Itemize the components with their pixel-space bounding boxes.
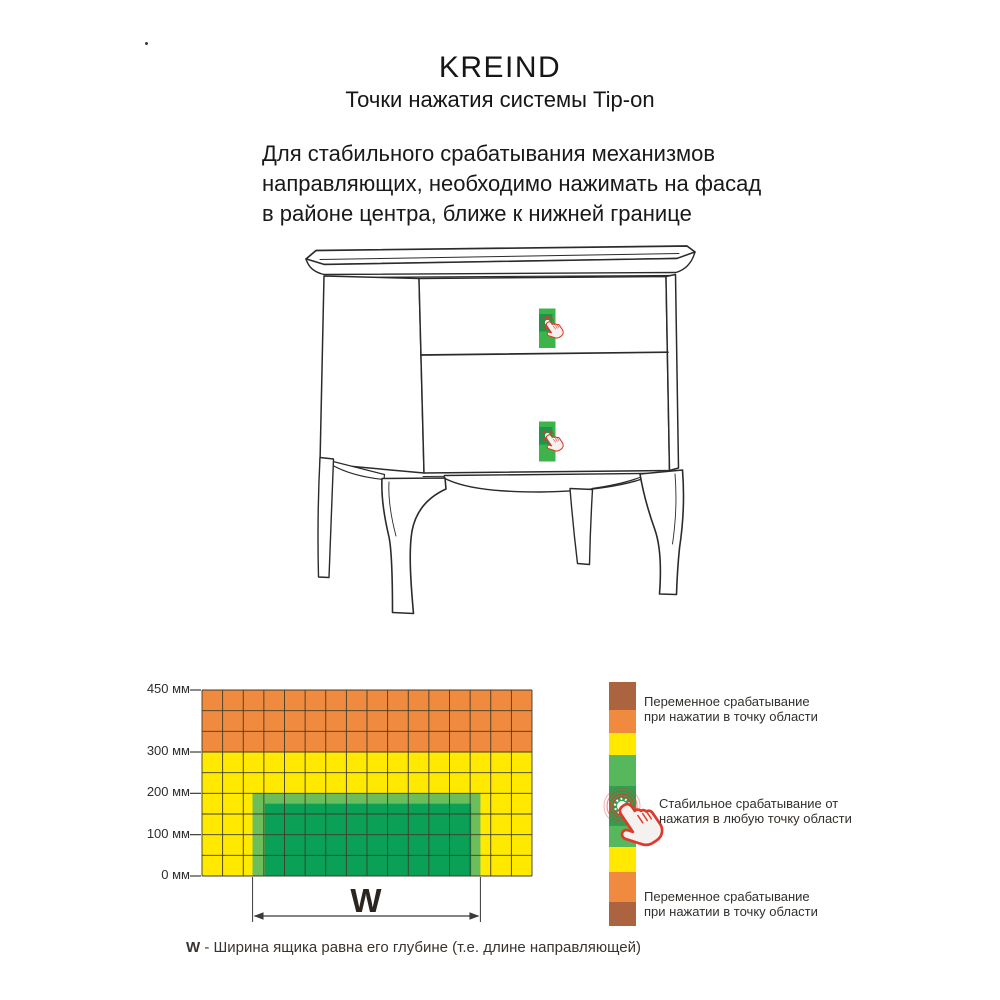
width-dimension-label: W: [350, 882, 382, 919]
chart-caption-text: - Ширина ящика равна его глубине (т.е. длине направляющей): [204, 939, 641, 956]
chart-caption-bold: W: [186, 939, 201, 956]
cabinet-side-panel: [320, 276, 424, 473]
zone-stable-actuation-inner: [265, 804, 471, 876]
legend-segment-green-top: [609, 755, 636, 786]
intro-line-1: Для стабильного срабатывания механизмов: [262, 141, 716, 166]
page-title: KREIND: [438, 51, 562, 84]
page-subtitle: Точки нажатия системы Tip-on: [345, 87, 655, 112]
ytick-0: 0 мм: [161, 867, 190, 882]
leg-front-left: [382, 478, 446, 614]
legend-segment-orange-top: [609, 710, 636, 733]
leg-back-left: [318, 458, 334, 578]
intro-line-3: в районе центра, ближе к нижней границе: [262, 201, 692, 226]
legend-segment-orange-bottom: [609, 872, 636, 902]
legend-segment-brown-bottom: [609, 902, 636, 926]
ytick-450: 450 мм: [146, 681, 190, 696]
legend-item-stable: Стабильное срабатывание от нажатия в любую точку области: [659, 796, 852, 827]
intro-line-2: направляющих, необходимо нажимать на фасад: [262, 171, 762, 196]
ytick-200: 200 мм: [146, 784, 190, 799]
legend-segment-brown-top: [609, 682, 636, 710]
ytick-300: 300 мм: [146, 743, 190, 758]
base-front-apron: [444, 474, 646, 493]
ytick-100: 100 мм: [146, 826, 190, 841]
legend-segment-yellow-top: [609, 733, 636, 755]
leg-back-right: [570, 489, 593, 565]
chart-caption: [186, 939, 641, 956]
leg-front-right: [640, 470, 684, 595]
cabinet-illustration: [306, 246, 695, 614]
legend-item-variable-bottom: Переменное срабатывание при нажатии в точку области: [644, 889, 818, 920]
legend-segment-yellow-bottom: [609, 847, 636, 872]
legend-item-variable-top: Переменное срабатывание при нажатии в точку области: [644, 694, 818, 725]
